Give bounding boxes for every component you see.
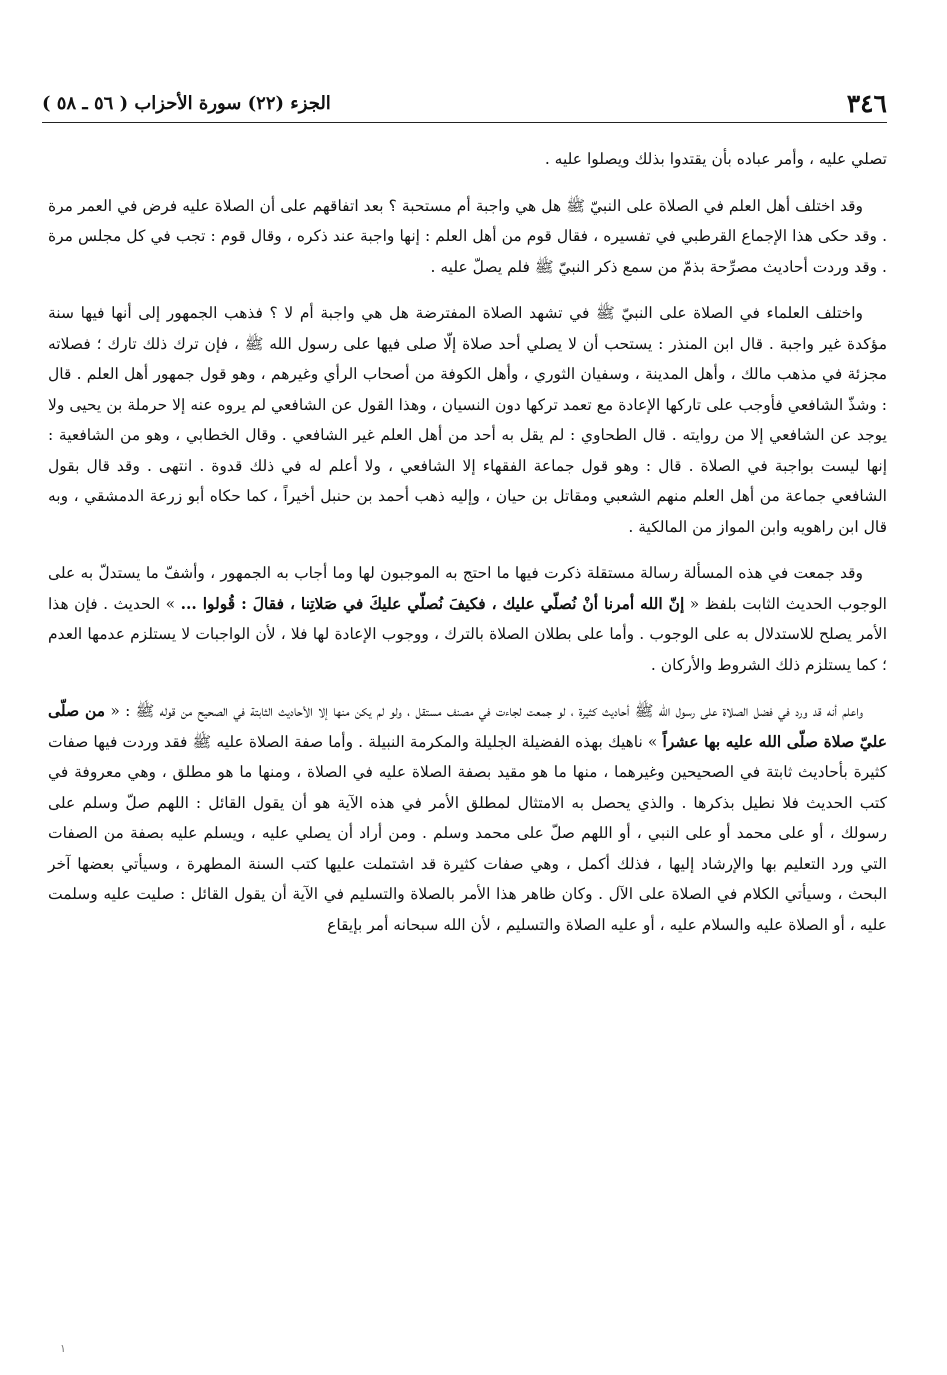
- main-text: [48, 144, 887, 956]
- running-title: الجزء (٢٢) سورة الأحزاب ( ٥٦ ـ ٥٨ ): [42, 93, 331, 114]
- paragraph-5-text-c: » ناهيك بهذه الفضيلة الجليلة والمكرمة النبيلة . وأما صفة الصلاة عليه ﷺ فقد وردت فيها صفات كثيرة بأحاديث ثابتة في الصحيحين وغيرهما ، منها ما هو مقيد بصفة الصلاة عليه في الصلاة ، ومنها ما هو مطلق ، وهي معروفة في كتب الحديث فلا نطيل بذكرها . والذي يحصل به الامتثال لمطلق الأمر في هذه الآية هو أن يقول القائل : اللهم صلّ وسلم على رسولك ، أو على محمد أو على النبي ، أو اللهم صلّ على محمد وسلم . ومن أراد أن يصلي عليه ، ويسلم عليه بصفة من الصفات التي ورد التعليم بها والإرشاد إليها ، فذلك أكمل ، وهي صفات كثيرة قد اشتملت عليها كتب السنة المطهرة ، وسيأتي بعضها آخر البحث ، وسيأتي الكلام في الصلاة على الآل . وكان ظاهر هذا الأمر بالصلاة والتسليم في الآية أن يقول القائل : صليت عليه وسلمت عليه ، أو الصلاة عليه والسلام عليه ، أو عليه الصلاة والتسليم ، لأن الله سبحانه أمر بإيقاع: [48, 732, 887, 934]
- footer-mark: ١: [60, 1342, 66, 1355]
- page-number: ٣٤٦: [846, 89, 887, 118]
- paragraph-5: [48, 696, 887, 940]
- paragraph-4: [48, 558, 887, 680]
- page-header: [42, 88, 887, 123]
- hadith-quote-1: إنّ الله أمرنا أنْ نُصلّي عليك ، فكيفَ نُصلّي عليكَ في صَلاتِنا ، فقالَ : قُولوا ...: [180, 593, 685, 613]
- paragraph-1: تصلي عليه ، وأمر عباده بأن يقتدوا بذلك ويصلوا عليه .: [544, 150, 887, 168]
- paragraph-2: وقد اختلف أهل العلم في الصلاة على النبيّ ﷺ هل هي واجبة أم مستحبة ؟ بعد اتفاقهم على أن الصلاة عليه فرض في العمر مرة . وقد حكى هذا الإجماع القرطبي في تفسيره ، فقال قوم من أهل العلم : إنها واجبة عند ذكره ، وقال قوم : تجب في كل مجلس مرة . وقد وردت أحاديث مصرِّحة بذمّ من سمع ذكر النبيّ ﷺ فلم يصلّ عليه .: [48, 196, 887, 276]
- hadith-quote-2: من صلّى عليّ صلاة صلّى الله عليه بها عشراً: [48, 701, 887, 751]
- paragraph-5-text-a: واعلم أنه قد ورد في فضل الصلاة على رسول الله ﷺ أحاديث كثيرة ، لو جمعت لجاءت في مصنف مستقل ، ولو لم يكن منها إلا الأحاديث الثابتة في الصحيح من قوله ﷺ : «: [105, 702, 864, 720]
- paragraph-4-text-a: وقد جمعت في هذه المسألة رسالة مستقلة ذكرت فيها ما احتج به الموجبون لها وما أجاب به الجمهور ، وأشفّ ما يستدلّ به على الوجوب الحديث الثابت بلفظ «: [48, 564, 887, 613]
- paragraph-3: واختلف العلماء في الصلاة على النبيّ ﷺ في تشهد الصلاة المفترضة هل هي واجبة أم لا ؟ فذهب الجمهور إلى أنها فيها سنة مؤكدة غير واجبة . قال ابن المنذر : يستحب أن لا يصلي أحد صلاة إلّا صلى فيها على رسول الله ﷺ ، فإن ترك ذلك تارك ؛ فصلاته مجزئة في مذهب مالك ، وأهل المدينة ، وسفيان الثوري ، وأهل الكوفة من أصحاب الرأي وغيرهم ، وهو قول جمهور أهل العلم . قال : وشذّ الشافعي فأوجب على تاركها الإعادة مع تعمد تركها دون النسيان ، وهذا القول عن الشافعي لم يروه عنه إلا حرملة بن يحيى ولا يوجد عن الشافعي إلا من روايته . قال الطحاوي : لم يقل به أحد من أهل العلم غير الشافعي . وقال الخطابي ، وهو من الشافعية : إنها ليست بواجبة في الصلاة . قال : وهو قول جماعة الفقهاء إلا الشافعي ، ولا أعلم له في ذلك قدوة . انتهى . وقد قال بقول الشافعي جماعة من أهل العلم منهم الشعبي ومقاتل بن حيان ، وإليه ذهب أحمد بن حنبل أخيراً ، كما حكاه أبو زرعة الدمشقي ، وبه قال ابن راهويه وابن المواز من المالكية .: [48, 304, 887, 536]
- paragraph-4-text-c: » الحديث . فإن هذا الأمر يصلح للاستدلال به على الوجوب . وأما على بطلان الصلاة بالترك ، ووجوب الإعادة لها فلا ، لأن الواجبات لا يستلزم عدمها العدم ؛ كما يستلزم ذلك الشروط والأركان .: [48, 594, 887, 674]
